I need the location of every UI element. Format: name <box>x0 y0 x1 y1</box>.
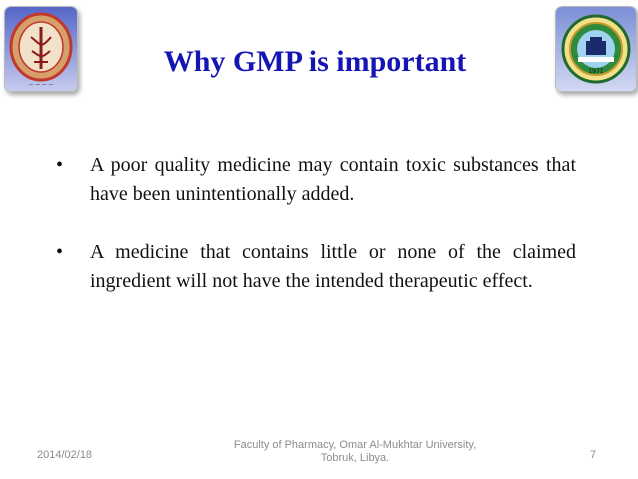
footer-institution-line2: Tobruk, Libya. <box>320 452 390 464</box>
bullet-item <box>56 238 576 296</box>
university-seal-year: 1971 <box>588 68 604 75</box>
footer-date: 2014/02/18 <box>37 449 93 461</box>
svg-text:— — — —: — — — — <box>28 82 54 88</box>
slide-title: Why GMP is important <box>163 45 467 78</box>
pharmacy-faculty-logo <box>4 6 78 92</box>
bullet-list <box>56 151 576 325</box>
bullet-text: A poor quality medicine may contain toxic substances that have been unintentionally added. <box>90 154 576 205</box>
page-number: 7 <box>590 449 597 461</box>
bullet-icon: • <box>56 241 64 263</box>
university-seal-icon <box>556 7 636 91</box>
footer-institution-line1: Faculty of Pharmacy, Omar Al-Mukhtar University, <box>233 439 477 451</box>
bullet-icon: • <box>56 154 64 176</box>
bullet-item <box>56 151 576 209</box>
bullet-text: A medicine that contains little or none of the claimed ingredient will not have the intended therapeutic effect. <box>90 241 576 292</box>
university-logo <box>555 6 637 92</box>
pharmacy-faculty-emblem-icon <box>5 7 77 91</box>
footer-institution <box>210 439 500 465</box>
